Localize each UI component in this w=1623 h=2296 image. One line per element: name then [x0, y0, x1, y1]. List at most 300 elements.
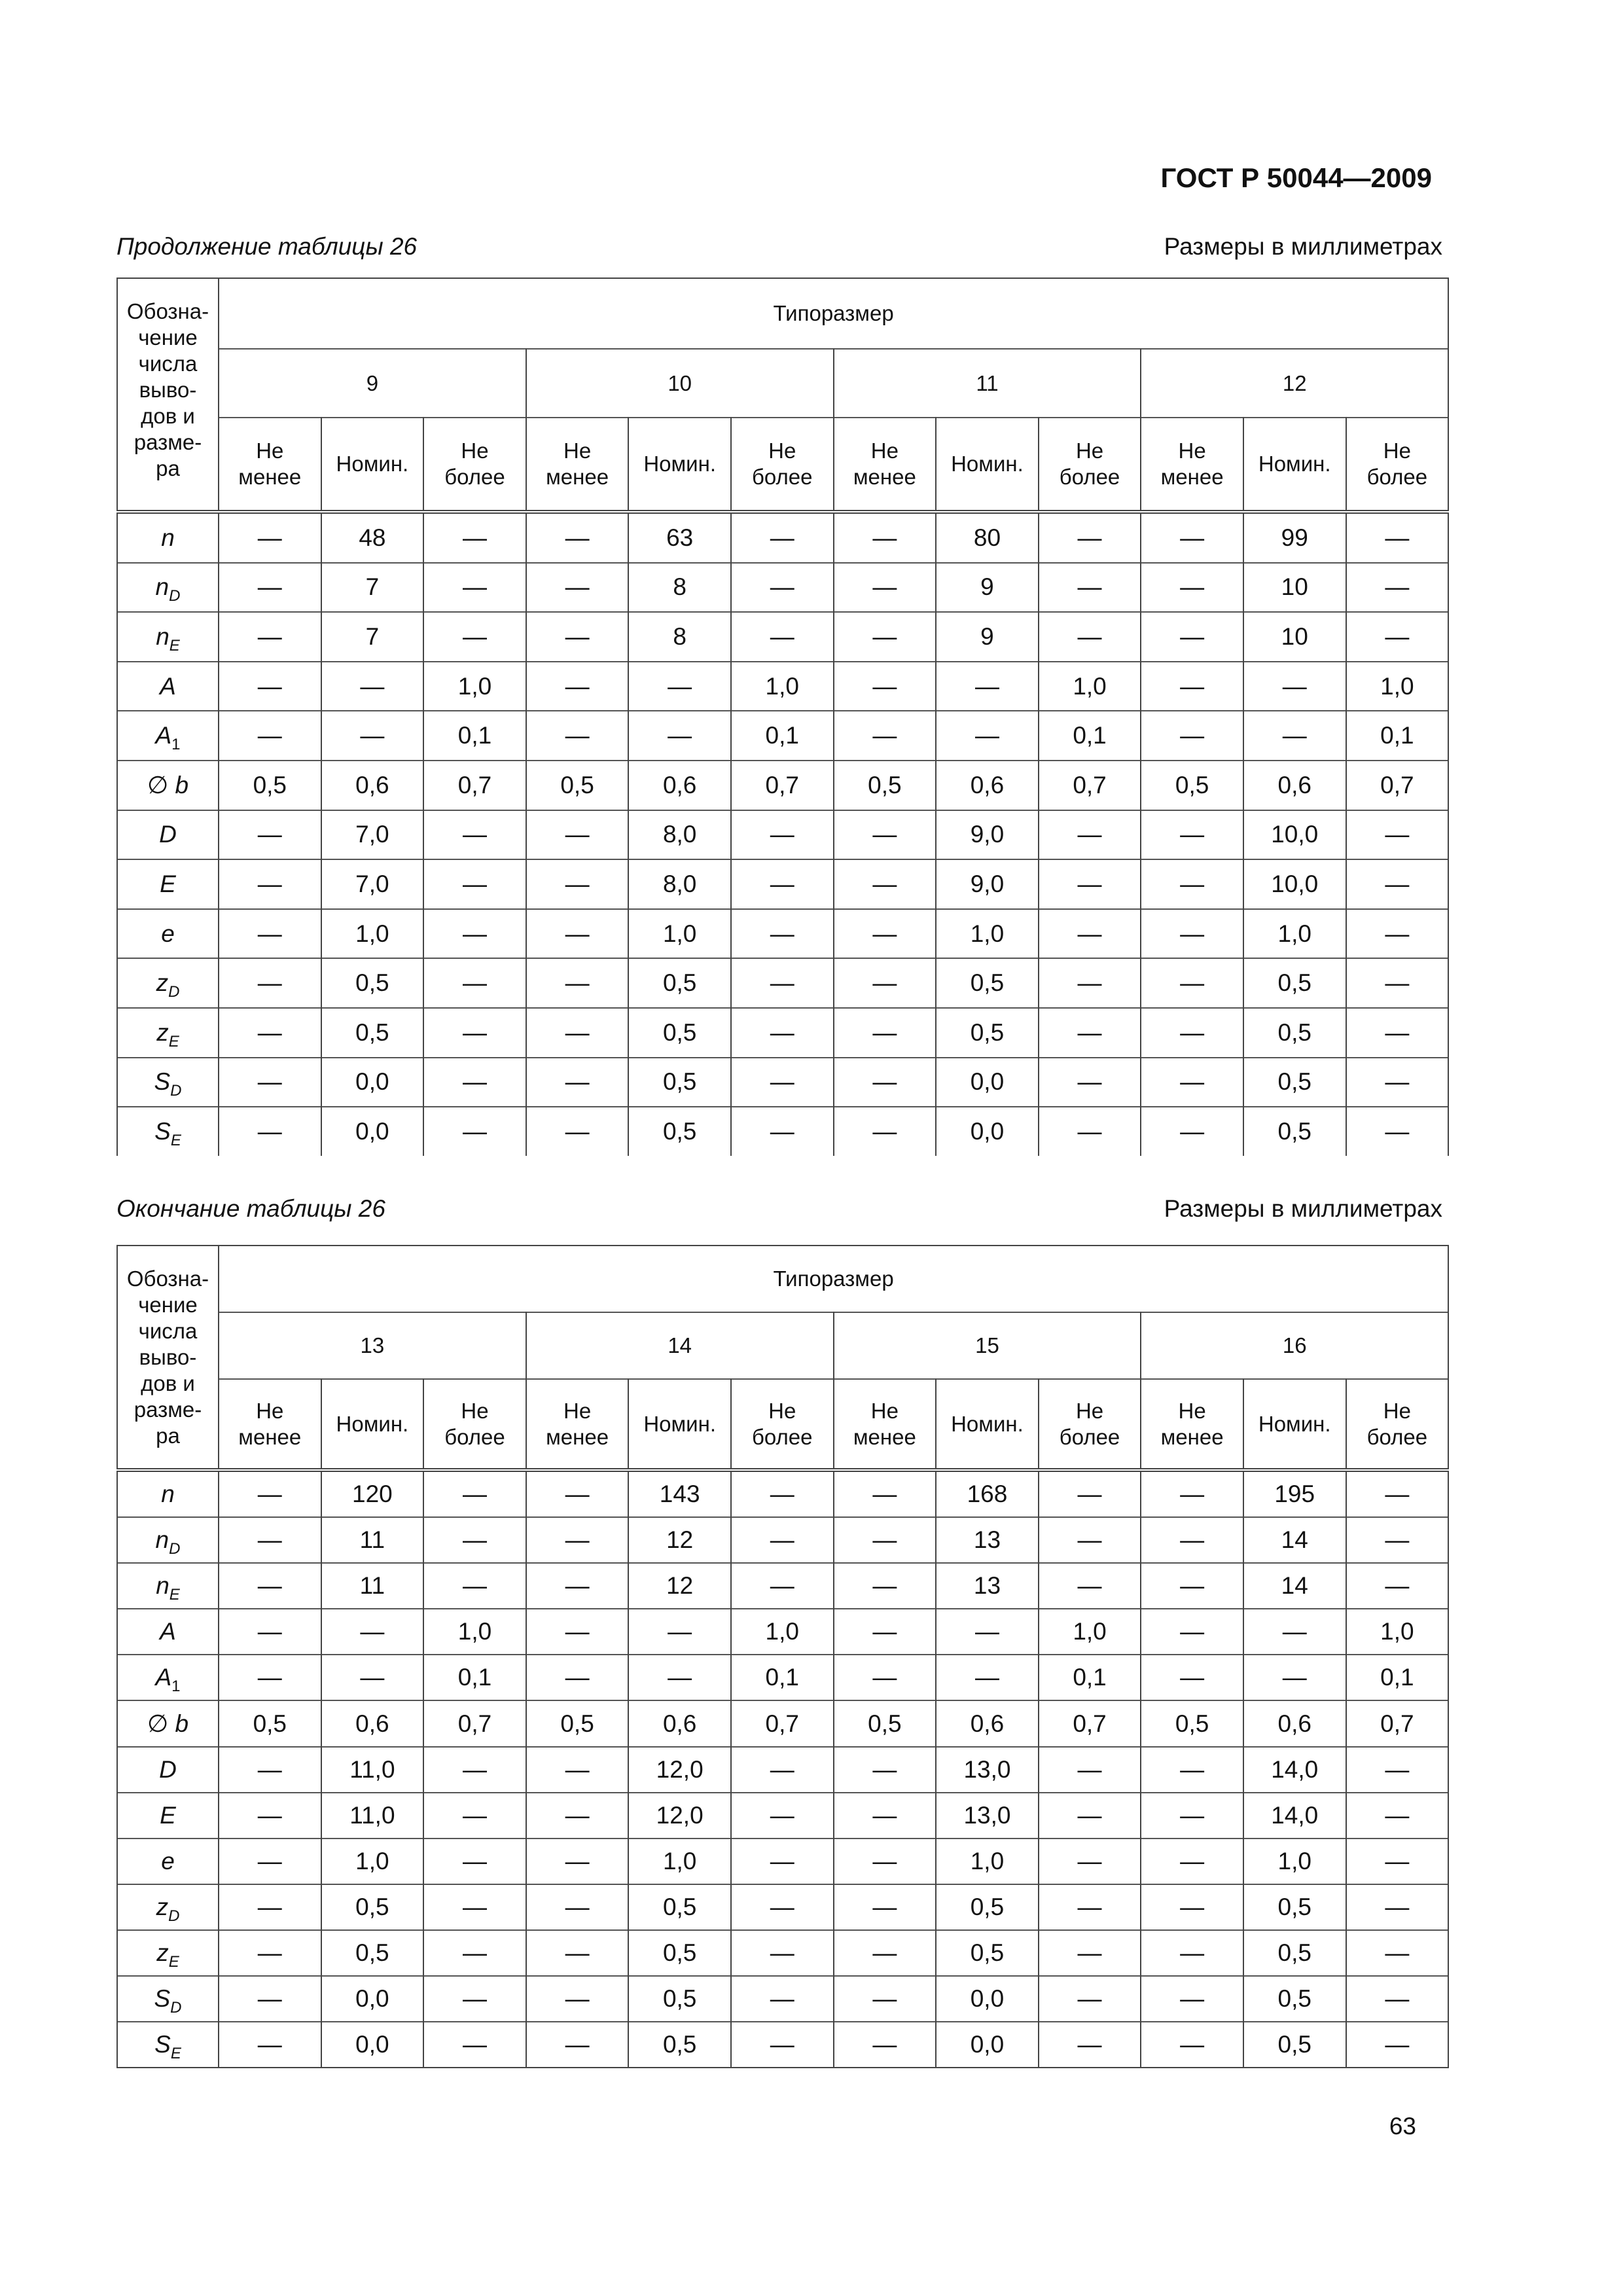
table-row [117, 563, 1448, 613]
parameter-cell [117, 1884, 219, 1930]
value-cell: — [423, 1058, 526, 1107]
size-header: 12 [1141, 349, 1448, 418]
value-cell: 0,5 [1243, 1884, 1346, 1930]
table-row [117, 909, 1448, 959]
value-cell: — [1346, 810, 1449, 860]
value-cell: — [834, 1976, 936, 2022]
value-cell: 12,0 [628, 1747, 731, 1793]
subheader-cell: Не менее [1141, 1379, 1243, 1470]
parameter-cell [117, 810, 219, 860]
subheader-cell: Не менее [834, 418, 936, 512]
table-row [117, 1976, 1448, 2022]
value-cell: — [731, 1008, 834, 1058]
value-cell: 14 [1243, 1517, 1346, 1563]
size-header: 14 [526, 1312, 834, 1379]
value-cell: — [731, 810, 834, 860]
value-cell: — [936, 711, 1039, 761]
parameter-symbol: S [154, 2031, 171, 2058]
value-cell: 0,5 [1243, 958, 1346, 1008]
value-cell: 9 [936, 612, 1039, 662]
value-cell: — [731, 958, 834, 1008]
value-cell: — [1346, 1793, 1449, 1839]
value-cell: 9 [936, 563, 1039, 613]
value-cell: — [423, 810, 526, 860]
value-cell: — [423, 2022, 526, 2068]
parameter-cell [117, 1655, 219, 1700]
value-cell: 1,0 [321, 1839, 424, 1884]
value-cell: 11,0 [321, 1793, 424, 1839]
parameter-cell [117, 1793, 219, 1839]
value-cell: — [526, 563, 629, 613]
table-row [117, 1107, 1448, 1156]
parameter-cell [117, 1839, 219, 1884]
value-cell: — [219, 612, 321, 662]
designation-header: Обозна- чение числа выво- дов и разме- ра [117, 278, 219, 512]
value-cell: — [526, 958, 629, 1008]
value-cell: — [1039, 612, 1141, 662]
table-row [117, 1609, 1448, 1655]
value-cell: 0,7 [423, 761, 526, 810]
subheader-cell: Не более [423, 1379, 526, 1470]
value-cell: 0,5 [1243, 1930, 1346, 1976]
subheader-cell: Не более [1346, 1379, 1449, 1470]
value-cell: — [628, 1609, 731, 1655]
parameter-subscript: 1 [171, 736, 181, 754]
dimensions-table-continuation [116, 278, 1449, 1156]
parameter-subscript: D [170, 1999, 182, 2017]
value-cell: — [834, 859, 936, 909]
value-cell: 14,0 [1243, 1747, 1346, 1793]
parameter-cell [117, 1470, 219, 1517]
value-cell: 0,0 [321, 2022, 424, 2068]
parameter-cell [117, 1930, 219, 1976]
value-cell: — [423, 612, 526, 662]
value-cell: 0,5 [936, 1008, 1039, 1058]
value-cell: 0,5 [321, 958, 424, 1008]
parameter-cell [117, 1008, 219, 1058]
value-cell: — [1346, 1470, 1449, 1517]
value-cell: — [1141, 1107, 1243, 1156]
dimensions-table-end [116, 1245, 1449, 2068]
value-cell: 12,0 [628, 1793, 731, 1839]
value-cell: 0,5 [1243, 2022, 1346, 2068]
value-cell: 0,1 [731, 711, 834, 761]
parameter-cell [117, 512, 219, 563]
header-row [117, 1246, 1448, 1312]
value-cell: 1,0 [628, 909, 731, 959]
value-cell: — [1346, 2022, 1449, 2068]
parameter-symbol: A [160, 1618, 176, 1645]
value-cell: — [1039, 1930, 1141, 1976]
value-cell: — [219, 2022, 321, 2068]
value-cell: — [834, 810, 936, 860]
value-cell: 1,0 [1039, 662, 1141, 711]
value-cell: — [526, 1793, 629, 1839]
value-cell: — [526, 1976, 629, 2022]
value-cell: 0,5 [321, 1008, 424, 1058]
value-cell: — [526, 612, 629, 662]
value-cell: 1,0 [936, 909, 1039, 959]
table-row [117, 1563, 1448, 1609]
parameter-symbol: S [154, 1068, 171, 1096]
parameter-symbol: n [155, 1526, 169, 1554]
parameter-subscript: D [168, 1907, 180, 1925]
value-cell: — [526, 1747, 629, 1793]
value-cell: 8 [628, 563, 731, 613]
value-cell: — [731, 1839, 834, 1884]
parameter-subscript: D [170, 1082, 182, 1100]
value-cell: 8,0 [628, 810, 731, 860]
value-cell: — [834, 1517, 936, 1563]
value-cell: 0,5 [936, 958, 1039, 1008]
value-cell: — [219, 1609, 321, 1655]
value-cell: — [731, 1747, 834, 1793]
value-cell: — [834, 1470, 936, 1517]
value-cell: — [834, 1008, 936, 1058]
value-cell: — [423, 1470, 526, 1517]
value-cell: — [936, 662, 1039, 711]
value-cell: — [1141, 1747, 1243, 1793]
value-cell: — [1141, 1609, 1243, 1655]
value-cell: 7 [321, 612, 424, 662]
subheader-cell: Номин. [321, 418, 424, 512]
value-cell: — [731, 1517, 834, 1563]
value-cell: — [731, 1470, 834, 1517]
size-row [117, 1312, 1448, 1379]
parameter-symbol: A [155, 1664, 172, 1691]
value-cell: — [731, 1793, 834, 1839]
value-cell: — [1141, 1470, 1243, 1517]
table-row [117, 612, 1448, 662]
value-cell: 14,0 [1243, 1793, 1346, 1839]
value-cell: 0,5 [628, 1107, 731, 1156]
parameter-subscript: D [169, 1540, 181, 1558]
value-cell: — [1346, 1107, 1449, 1156]
value-cell: — [219, 1976, 321, 2022]
value-cell: — [321, 711, 424, 761]
value-cell: 12 [628, 1517, 731, 1563]
parameter-symbol: A [160, 672, 176, 700]
value-cell: — [423, 958, 526, 1008]
value-cell: 0,6 [1243, 761, 1346, 810]
value-cell: — [219, 1470, 321, 1517]
value-cell: 80 [936, 512, 1039, 563]
value-cell: 0,0 [936, 1107, 1039, 1156]
parameter-symbol: n [161, 524, 175, 551]
value-cell: — [423, 1930, 526, 1976]
caption-left: Окончание таблицы 26 [116, 1195, 385, 1222]
table-row [117, 1470, 1448, 1517]
value-cell: — [423, 1839, 526, 1884]
value-cell: 1,0 [423, 662, 526, 711]
value-cell: — [1346, 1884, 1449, 1930]
value-cell: — [1141, 1655, 1243, 1700]
value-cell: — [1346, 1976, 1449, 2022]
value-cell: — [321, 662, 424, 711]
parameter-cell [117, 1107, 219, 1156]
value-cell: — [219, 1839, 321, 1884]
value-cell: 48 [321, 512, 424, 563]
value-cell: — [423, 909, 526, 959]
value-cell: — [834, 1793, 936, 1839]
value-cell: — [1039, 1793, 1141, 1839]
value-cell: 11,0 [321, 1747, 424, 1793]
value-cell: 1,0 [1346, 662, 1449, 711]
parameter-symbol: n [161, 1480, 175, 1508]
value-cell: 9,0 [936, 810, 1039, 860]
value-cell: — [1346, 1008, 1449, 1058]
value-cell: — [321, 1655, 424, 1700]
value-cell: — [526, 1563, 629, 1609]
value-cell: 0,5 [1243, 1107, 1346, 1156]
value-cell: 11 [321, 1517, 424, 1563]
table-row [117, 1930, 1448, 1976]
value-cell: 0,7 [731, 761, 834, 810]
subheader-cell: Не менее [834, 1379, 936, 1470]
subheader-row [117, 418, 1448, 512]
parameter-symbol: z [156, 1939, 169, 1966]
parameter-cell [117, 612, 219, 662]
group-header: Типоразмер [219, 1246, 1448, 1312]
value-cell: 0,5 [526, 1700, 629, 1746]
value-cell: — [423, 1107, 526, 1156]
value-cell: — [1039, 1058, 1141, 1107]
value-cell: 7,0 [321, 810, 424, 860]
value-cell: — [219, 1793, 321, 1839]
value-cell: 0,1 [1346, 1655, 1449, 1700]
value-cell: 0,7 [1039, 1700, 1141, 1746]
value-cell: — [834, 2022, 936, 2068]
parameter-subscript: D [168, 983, 180, 1001]
value-cell: 8,0 [628, 859, 731, 909]
size-header: 9 [219, 349, 526, 418]
value-cell: — [1346, 1563, 1449, 1609]
value-cell: — [526, 1517, 629, 1563]
value-cell: — [1346, 1930, 1449, 1976]
value-cell: 10,0 [1243, 859, 1346, 909]
value-cell: — [219, 1884, 321, 1930]
table-row [117, 1008, 1448, 1058]
value-cell: — [423, 1008, 526, 1058]
value-cell: — [219, 563, 321, 613]
page-number: 63 [1389, 2113, 1416, 2140]
value-cell: — [1346, 612, 1449, 662]
value-cell: 0,5 [834, 761, 936, 810]
subheader-cell: Номин. [321, 1379, 424, 1470]
parameter-cell [117, 1700, 219, 1746]
value-cell: 0,1 [1039, 1655, 1141, 1700]
value-cell: 168 [936, 1470, 1039, 1517]
value-cell: — [1141, 1976, 1243, 2022]
value-cell: — [1243, 1655, 1346, 1700]
parameter-symbol: D [159, 1755, 177, 1783]
size-header: 16 [1141, 1312, 1448, 1379]
value-cell: 0,1 [731, 1655, 834, 1700]
value-cell: 0,0 [321, 1058, 424, 1107]
value-cell: 0,6 [936, 1700, 1039, 1746]
value-cell: — [526, 859, 629, 909]
value-cell: 0,5 [321, 1930, 424, 1976]
table-row [117, 1655, 1448, 1700]
value-cell: — [834, 563, 936, 613]
value-cell: — [1141, 958, 1243, 1008]
value-cell: — [1141, 909, 1243, 959]
parameter-symbol: n [156, 622, 169, 650]
value-cell: — [1141, 1793, 1243, 1839]
value-cell: — [526, 711, 629, 761]
table-row [117, 1793, 1448, 1839]
parameter-symbol: n [155, 573, 169, 601]
subheader-cell: Не более [731, 418, 834, 512]
table-row [117, 761, 1448, 810]
value-cell: 1,0 [936, 1839, 1039, 1884]
value-cell: 13 [936, 1563, 1039, 1609]
value-cell: — [219, 810, 321, 860]
parameter-cell [117, 711, 219, 761]
value-cell: — [526, 1008, 629, 1058]
value-cell: 1,0 [731, 662, 834, 711]
value-cell: — [834, 1930, 936, 1976]
size-header: 13 [219, 1312, 526, 1379]
value-cell: 0,7 [1346, 1700, 1449, 1746]
value-cell: — [834, 612, 936, 662]
value-cell: 0,5 [1141, 1700, 1243, 1746]
value-cell: — [526, 662, 629, 711]
parameter-symbol: n [156, 1572, 169, 1600]
table-row [117, 2022, 1448, 2068]
value-cell: — [1141, 810, 1243, 860]
value-cell: 7 [321, 563, 424, 613]
value-cell: 0,5 [321, 1884, 424, 1930]
value-cell: — [219, 1008, 321, 1058]
value-cell: — [731, 1107, 834, 1156]
value-cell: 0,6 [936, 761, 1039, 810]
subheader-cell: Номин. [1243, 418, 1346, 512]
parameter-cell [117, 958, 219, 1008]
value-cell: — [834, 512, 936, 563]
parameter-subscript: E [169, 636, 180, 655]
value-cell: — [834, 958, 936, 1008]
value-cell: — [731, 563, 834, 613]
parameter-subscript: E [170, 2045, 181, 2063]
value-cell: — [834, 1747, 936, 1793]
value-cell: 120 [321, 1470, 424, 1517]
parameter-cell [117, 1747, 219, 1793]
caption-units: Размеры в миллиметрах [1164, 233, 1442, 260]
value-cell: 0,6 [628, 1700, 731, 1746]
value-cell: 13,0 [936, 1747, 1039, 1793]
value-cell: — [834, 1839, 936, 1884]
value-cell: 13 [936, 1517, 1039, 1563]
value-cell: — [1141, 563, 1243, 613]
value-cell: — [1346, 512, 1449, 563]
value-cell: — [731, 1058, 834, 1107]
value-cell: — [834, 1563, 936, 1609]
value-cell: 0,0 [321, 1976, 424, 2022]
value-cell: 10,0 [1243, 810, 1346, 860]
value-cell: — [321, 1609, 424, 1655]
parameter-symbol: S [154, 1117, 171, 1145]
parameter-symbol: ∅ b [147, 1710, 189, 1738]
value-cell: — [219, 1747, 321, 1793]
table-row [117, 1747, 1448, 1793]
value-cell: — [731, 859, 834, 909]
value-cell: 0,5 [1243, 1058, 1346, 1107]
value-cell: — [526, 1884, 629, 1930]
value-cell: 1,0 [321, 909, 424, 959]
parameter-subscript: D [169, 587, 181, 605]
value-cell: — [219, 1563, 321, 1609]
value-cell: — [1141, 2022, 1243, 2068]
parameter-symbol: e [161, 920, 175, 947]
value-cell: — [936, 1609, 1039, 1655]
value-cell: 1,0 [1243, 909, 1346, 959]
value-cell: — [1141, 1839, 1243, 1884]
value-cell: 1,0 [1243, 1839, 1346, 1884]
value-cell: 10 [1243, 563, 1346, 613]
subheader-cell: Не более [423, 418, 526, 512]
value-cell: — [1141, 1884, 1243, 1930]
table-row [117, 662, 1448, 711]
value-cell: 1,0 [1346, 1609, 1449, 1655]
value-cell: — [1141, 711, 1243, 761]
standard-designation: ГОСТ Р 50044—2009 [1160, 162, 1432, 193]
value-cell: 0,1 [1039, 711, 1141, 761]
value-cell: 0,5 [834, 1700, 936, 1746]
value-cell: — [1141, 612, 1243, 662]
value-cell: — [1141, 1563, 1243, 1609]
parameter-cell [117, 1976, 219, 2022]
value-cell: 0,6 [321, 761, 424, 810]
value-cell: — [1141, 1930, 1243, 1976]
parameter-cell [117, 761, 219, 810]
value-cell: — [1039, 1563, 1141, 1609]
table-row [117, 1839, 1448, 1884]
value-cell: — [526, 1839, 629, 1884]
value-cell: — [219, 711, 321, 761]
value-cell: — [423, 1793, 526, 1839]
parameter-symbol: A [155, 722, 172, 749]
value-cell: — [936, 1655, 1039, 1700]
value-cell: — [423, 563, 526, 613]
parameter-symbol: S [154, 1985, 171, 2013]
value-cell: — [219, 1058, 321, 1107]
group-header: Типоразмер [219, 278, 1448, 349]
value-cell: 0,5 [628, 1058, 731, 1107]
value-cell: — [1346, 1747, 1449, 1793]
value-cell: 0,1 [423, 711, 526, 761]
value-cell: 0,6 [321, 1700, 424, 1746]
parameter-cell [117, 662, 219, 711]
parameter-cell [117, 1058, 219, 1107]
parameter-subscript: E [170, 1131, 181, 1149]
value-cell: — [1039, 1517, 1141, 1563]
value-cell: — [834, 1655, 936, 1700]
value-cell: 7,0 [321, 859, 424, 909]
designation-header: Обозна- чение числа выво- дов и разме- ра [117, 1246, 219, 1470]
value-cell: 0,0 [936, 2022, 1039, 2068]
value-cell: — [834, 1884, 936, 1930]
subheader-row [117, 1379, 1448, 1470]
value-cell: 0,5 [628, 1930, 731, 1976]
value-cell: — [731, 512, 834, 563]
value-cell: 0,5 [628, 2022, 731, 2068]
value-cell: — [1141, 859, 1243, 909]
value-cell: — [731, 909, 834, 959]
value-cell: — [1243, 662, 1346, 711]
value-cell: — [834, 1107, 936, 1156]
value-cell: — [834, 909, 936, 959]
